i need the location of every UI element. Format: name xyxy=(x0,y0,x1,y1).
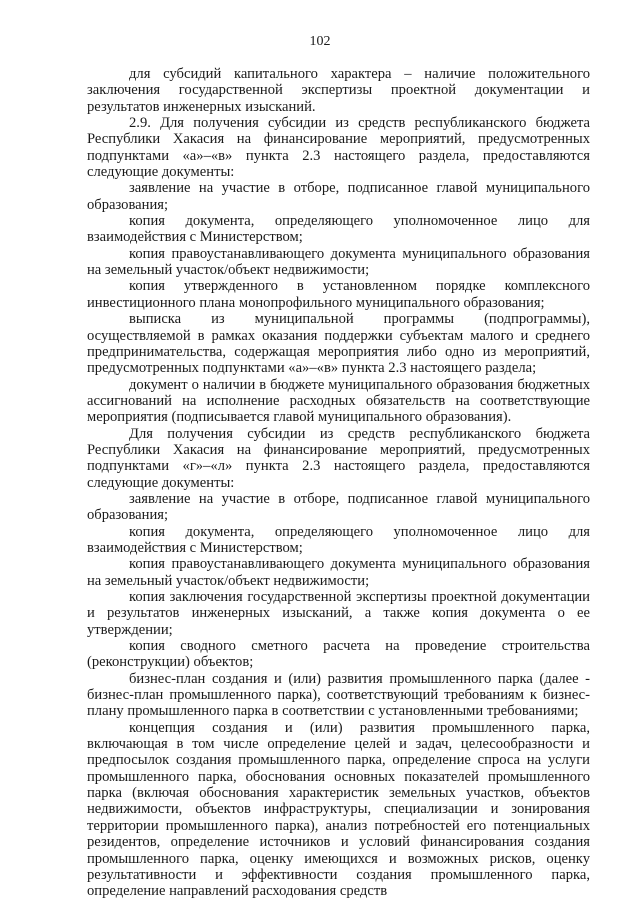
paragraph-2-9-heading: 2.9. Для получения субсидии из средств республиканского бюджета Республики Хакасия на финансирование мероприятий, предусмотренных подпунктами «а»–«в» пункта 2.3 настоящего раздела, предоставляются следующие документы: xyxy=(87,115,590,181)
list-item-title-document: копия правоустанавливающего документа муниципального образования на земельный участок/объект недвижимости; xyxy=(87,556,590,589)
list-item-application: заявление на участие в отборе, подписанное главой муниципального образования; xyxy=(87,180,590,213)
paragraph-capital-subsidy-condition: для субсидий капитального характера – наличие положительного заключения государственной экспертизы проектной документации и результатов инженерных изысканий. xyxy=(87,66,590,115)
list-item-authorized-person: копия документа, определяющего уполномоченное лицо для взаимодействия с Министерством; xyxy=(87,213,590,246)
list-item-budget-document: документ о наличии в бюджете муниципального образования бюджетных ассигнований на исполнение расходных обязательств на соответствующие мероприятия (подписывается главой муниципального образования). xyxy=(87,376,590,426)
list-item-investment-plan: копия утвержденного в установленном порядке комплексного инвестиционного плана монопрофильного муниципального образования; xyxy=(87,278,590,311)
list-item-park-concept: концепция создания и (или) развития промышленного парка, включающая в том числе определение целей и задач, целесообразности и предпосылок создания промышленного парка, определение спроса на услуги промышленного парка, обоснования основных показателей промышленного парка (включая обоснования характеристик земельных участков, объектов недвижимости, объектов инфраструктуры, специализации и зонирования территории промышленного парка), анализ потребностей его потенциальных резидентов, определение источников и условий финансирования создания промышленного парка, оценку имеющихся и возможных рисков, оценку результативности и эффективности создания промышленного парка, определение направлений расходования средств xyxy=(87,719,590,900)
page-number: 102 xyxy=(309,34,331,49)
document-body xyxy=(87,66,590,900)
list-item-title-document: копия правоустанавливающего документа муниципального образования на земельный участок/объект недвижимости; xyxy=(87,245,590,279)
list-item-expertise-conclusion: копия заключения государственной экспертизы проектной документации и результатов инженерных изысканий, а также копия документа о ее утверждении; xyxy=(87,589,590,638)
paragraph-second-subsidy-heading: Для получения субсидии из средств республиканского бюджета Республики Хакасия на финансирование мероприятий, предусмотренных подпунктами «г»–«л» пункта 2.3 настоящего раздела, предоставляются следующие документы: xyxy=(87,425,590,491)
list-item-authorized-person: копия документа, определяющего уполномоченное лицо для взаимодействия с Министерством; xyxy=(87,523,590,556)
list-item-program-extract: выписка из муниципальной программы (подпрограммы), осуществляемой в рамках оказания поддержки субъектам малого и среднего предпринимательства, содержащая мероприятия либо одно из мероприятий, предусмотренных подпунктами «а»–«в» пункта 2.3 настоящего раздела; xyxy=(87,311,590,377)
list-item-application: заявление на участие в отборе, подписанное главой муниципального образования; xyxy=(87,490,590,524)
list-item-cost-estimate: копия сводного сметного расчета на проведение строительства (реконструкции) объектов; xyxy=(87,638,590,671)
list-item-business-plan: бизнес-план создания и (или) развития промышленного парка (далее - бизнес-план промышленного парка), соответствующий требованиям к бизнес-плану промышленного парка в соответствии с установленными требованиями; xyxy=(87,670,590,720)
